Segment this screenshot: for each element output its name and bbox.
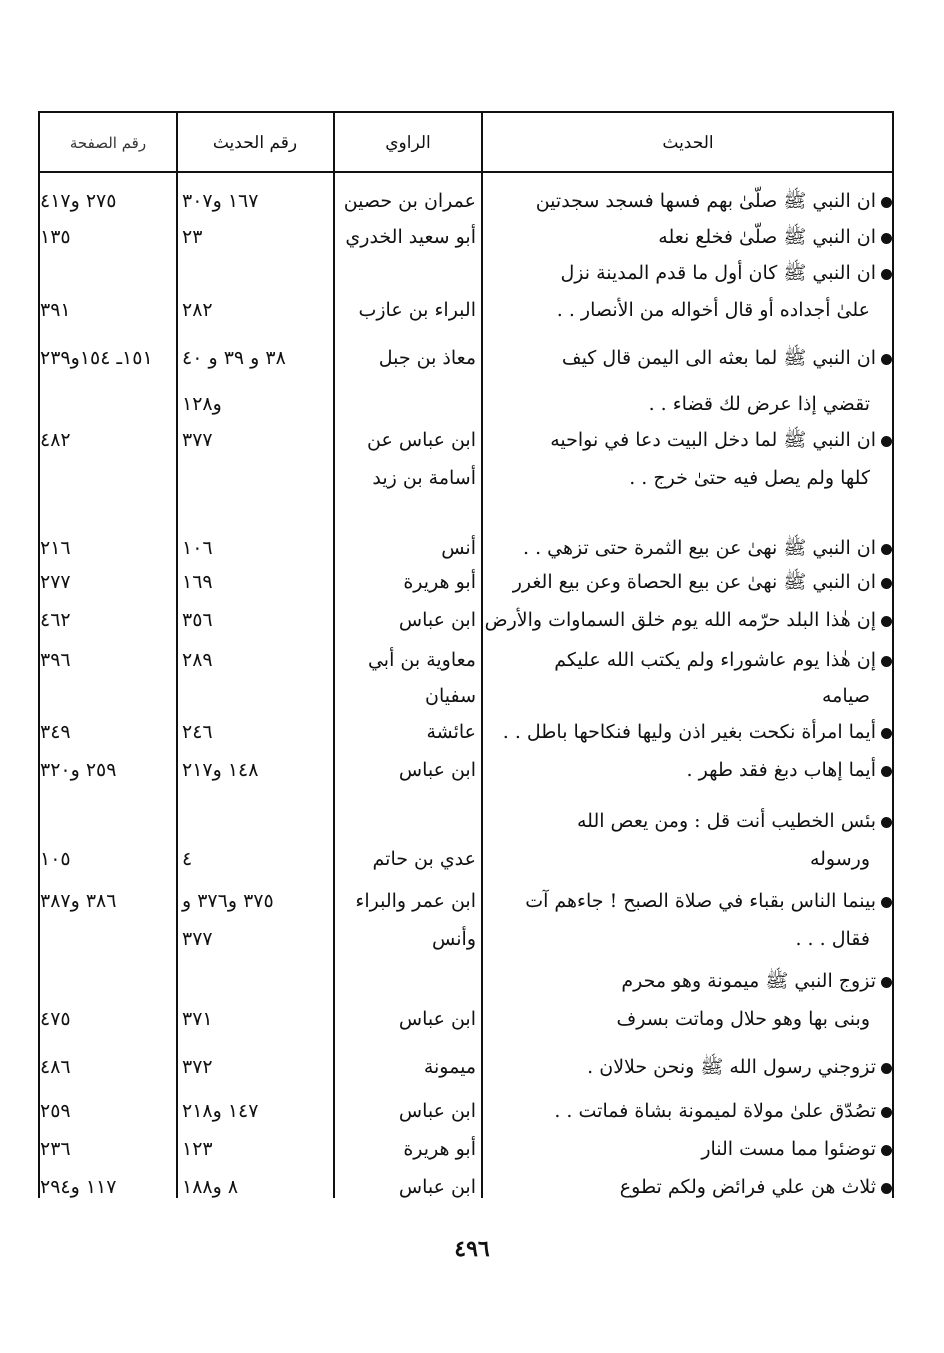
table-row [0,803,944,839]
bullet-icon [881,897,892,908]
hadith-text [484,219,892,255]
hadith-label: توضئوا مما مست النار [701,1138,876,1160]
hadith-label: ان النبي ﷺ صلّىٰ فخلع نعله [658,226,876,248]
hadith-label: إن هٰذا البلد حرّمه الله يوم خلق السماوات والأرض [484,609,876,631]
page-reference: ٣٨٦ و٣٨٧ [40,890,117,912]
hadith-text [484,921,892,957]
table-row [0,963,944,999]
hadith-label: أيما امرأة نكحت بغير اذن وليها فنكاحها باطل . . [502,721,876,743]
table-row [0,219,944,255]
hadith-text [484,564,892,600]
bullet-icon [881,354,892,365]
header-rawi: الراوي [385,133,431,153]
narrator: معاوية بن أبي [367,649,476,671]
narrator: أبو سعيد الخدري [345,226,476,248]
hadith-text [484,602,892,638]
bullet-icon [881,197,892,208]
bullet-icon [881,233,892,244]
hadith-label: ان النبي ﷺ كان أول ما قدم المدينة نزل [560,262,876,284]
hadith-text [484,386,892,422]
narrator: ميمونة [423,1056,476,1078]
table-row [0,1131,944,1167]
hadith-label: وبنى بها وهو حلال وماتت بسرف [616,1008,870,1030]
narrator: أبو هريرة [403,1138,476,1160]
hadith-number [178,255,330,291]
table-row [0,183,944,219]
bullet-icon [881,766,892,777]
hadith-number: ٢٣ [182,226,203,248]
hadith-number: ٣٧٧ [182,928,213,950]
hadith-label: بينما الناس بقباء في صلاة الصبح ! جاءهم آت [525,890,876,912]
hadith-text [484,1049,892,1085]
bullet-icon [881,1107,892,1118]
hadith-label: ان النبي ﷺ لما بعثه الى اليمن قال كيف [561,347,876,369]
hadith-number: ١٦٧ و٣٠٧ [182,190,259,212]
hadith-text [484,642,892,678]
table-row [0,921,944,957]
bullet-icon [881,656,892,667]
page-reference: ٢٥٩ [40,1100,71,1122]
hadith-label: ان النبي ﷺ لما دخل البيت دعا في نواحيه [550,429,876,451]
table-row [0,714,944,750]
page-reference: ٣٩١ [40,299,71,321]
bullet-icon [881,269,892,280]
page-number: ٤٩٦ [454,1236,490,1262]
page-reference: ١٥١ـ ١٥٤و٢٣٩ [40,347,153,369]
hadith-text [484,752,892,788]
table-row [0,340,944,376]
page-reference [40,963,174,999]
narrator: ابن عباس عن [367,429,476,451]
hadith-text [484,292,892,328]
hadith-text [484,1169,892,1205]
page-reference: ٢٥٩ و٣٢٠ [40,759,117,781]
bullet-icon [881,817,892,828]
hadith-number: ٣٥٦ [182,609,213,631]
hadith-text [484,183,892,219]
page-reference: ١٠٥ [40,848,71,870]
page-reference [40,803,174,839]
hadith-text [484,460,892,496]
header-page-number: رقم الصفحة [69,134,147,152]
narrator: ابن عمر والبراء [355,890,476,912]
table-row [0,642,944,678]
hadith-label: بئس الخطيب أنت قل : ومن يعص الله [576,810,876,832]
page-reference: ٣٤٩ [40,721,71,743]
hadith-label: أيما إهاب دبغ فقد طهر . [686,759,876,781]
hadith-text [484,1131,892,1167]
page-reference: ٤٨٦ [40,1056,71,1078]
hadith-number: ٨ و١٨٨ [182,1176,239,1198]
hadith-label: تزوج النبي ﷺ ميمونة وهو محرم [621,970,876,992]
table-row [0,1169,944,1205]
narrator: ابن عباس [398,759,476,781]
narrator: أبو هريرة [403,571,476,593]
hadith-number: ٢٨٩ [182,649,213,671]
narrator: ابن عباس [398,1008,476,1030]
bullet-icon [881,436,892,447]
hadith-number: ٢٤٦ [182,721,213,743]
page-reference: ٤٧٥ [40,1008,71,1030]
table-row [0,841,944,877]
hadith-label: ان النبي ﷺ صلّىٰ بهم فسها فسجد سجدتين [535,190,876,212]
table-row [0,1001,944,1037]
hadith-text [484,803,892,839]
page-reference: ١٣٥ [40,226,71,248]
hadith-number [178,963,330,999]
hadith-text [484,422,892,458]
hadith-label: علىٰ أجداده أو قال أخواله من الأنصار . . [556,299,870,321]
narrator: ابن عباس [398,1100,476,1122]
page-reference [40,386,174,422]
narrator: ابن عباس [398,1176,476,1198]
table-row [0,422,944,458]
hadith-label: إن هٰذا يوم عاشوراء ولم يكتب الله عليكم [554,649,876,671]
hadith-number: ٣٧٥ و٣٧٦ و [182,890,274,912]
table-row [0,564,944,600]
bullet-icon [881,544,892,555]
page-reference: ١١٧ و٢٩٤ [40,1176,117,1198]
narrator [336,255,480,291]
hadith-number: ١٤٨ و٢١٧ [182,759,259,781]
bullet-icon [881,616,892,627]
page-reference: ٣٩٦ [40,649,71,671]
hadith-text [484,883,892,919]
hadith-label: كلها ولم يصل فيه حتىٰ خرج . . [629,467,870,489]
narrator: معاذ بن جبل [378,347,476,369]
hadith-number: ٤ [182,848,193,870]
page-reference: ٢٧٥ و٤١٧ [40,190,117,212]
hadith-number [178,678,330,714]
page-reference: ٢١٦ [40,537,71,559]
narrator: عائشة [426,721,476,743]
hadith-label: ثلاث هن علي فرائض ولكم تطوع [619,1176,876,1198]
hadith-number: ١٤٧ و٢١٨ [182,1100,259,1122]
header-hadith-number: رقم الحديث [212,133,298,153]
narrator: أسامة بن زيد [372,467,476,489]
hadith-number: ٣٧٢ [182,1056,213,1078]
hadith-number: ٣٨ و ٣٩ و ٤٠ [182,347,286,369]
narrator: عمران بن حصين [343,190,476,212]
table-row [0,678,944,714]
narrator [336,386,480,422]
hadith-text [484,678,892,714]
narrator: أنس [441,537,476,559]
narrator: ابن عباس [398,609,476,631]
table-row [0,386,944,422]
narrator: وأنس [432,928,476,950]
hadith-text [484,340,892,376]
bullet-icon [881,1183,892,1194]
narrator [336,963,480,999]
table-row [0,602,944,638]
bullet-icon [881,728,892,739]
hadith-label: ورسوله [809,848,870,870]
hadith-number [178,803,330,839]
narrator [336,803,480,839]
hadith-number: ٣٧٧ [182,429,213,451]
header-divider [38,171,894,173]
table-row [0,883,944,919]
hadith-text [484,1093,892,1129]
page-reference: ٤٦٢ [40,609,71,631]
page-reference [40,921,174,957]
hadith-text [484,255,892,291]
hadith-number: و١٢٨ [182,393,222,415]
bullet-icon [881,1145,892,1156]
hadith-number: ٢٨٢ [182,299,213,321]
table-row [0,1093,944,1129]
hadith-text [484,841,892,877]
table-row [0,255,944,291]
narrator: سفيان [424,685,476,707]
hadith-label: تقضي إذا عرض لك قضاء . . [648,393,870,415]
page-reference: ٤٨٢ [40,429,71,451]
bullet-icon [881,977,892,988]
page-reference [40,678,174,714]
page-reference [40,460,174,496]
table-row [0,752,944,788]
bullet-icon [881,578,892,589]
hadith-text [484,530,892,566]
hadith-label: ان النبي ﷺ نهىٰ عن بيع الثمرة حتى تزهي . . [522,537,876,559]
hadith-number: ٣٧١ [182,1008,213,1030]
table-row [0,292,944,328]
header-hadith: الحديث [662,133,714,153]
table-row [0,530,944,566]
hadith-number: ١٠٦ [182,537,213,559]
page-reference: ٢٣٦ [40,1138,71,1160]
hadith-label: تصُدّق علىٰ مولاة لميمونة بشاة فماتت . . [554,1100,876,1122]
table-row [0,1049,944,1085]
hadith-number [178,460,330,496]
page-reference: ٢٧٧ [40,571,71,593]
page-reference [40,255,174,291]
hadith-text [484,963,892,999]
table-row [0,460,944,496]
bullet-icon [881,1063,892,1074]
hadith-label: صيامه [821,685,870,707]
hadith-label: فقال . . . [795,928,870,950]
narrator: البراء بن عازب [358,299,476,321]
hadith-text [484,714,892,750]
narrator: عدي بن حاتم [372,848,476,870]
hadith-number: ١٢٣ [182,1138,213,1160]
hadith-text [484,1001,892,1037]
hadith-label: ان النبي ﷺ نهىٰ عن بيع الحصاة وعن بيع الغرر [512,571,876,593]
hadith-label: تزوجني رسول الله ﷺ ونحن حلالان . [587,1056,876,1078]
hadith-number: ١٦٩ [182,571,213,593]
